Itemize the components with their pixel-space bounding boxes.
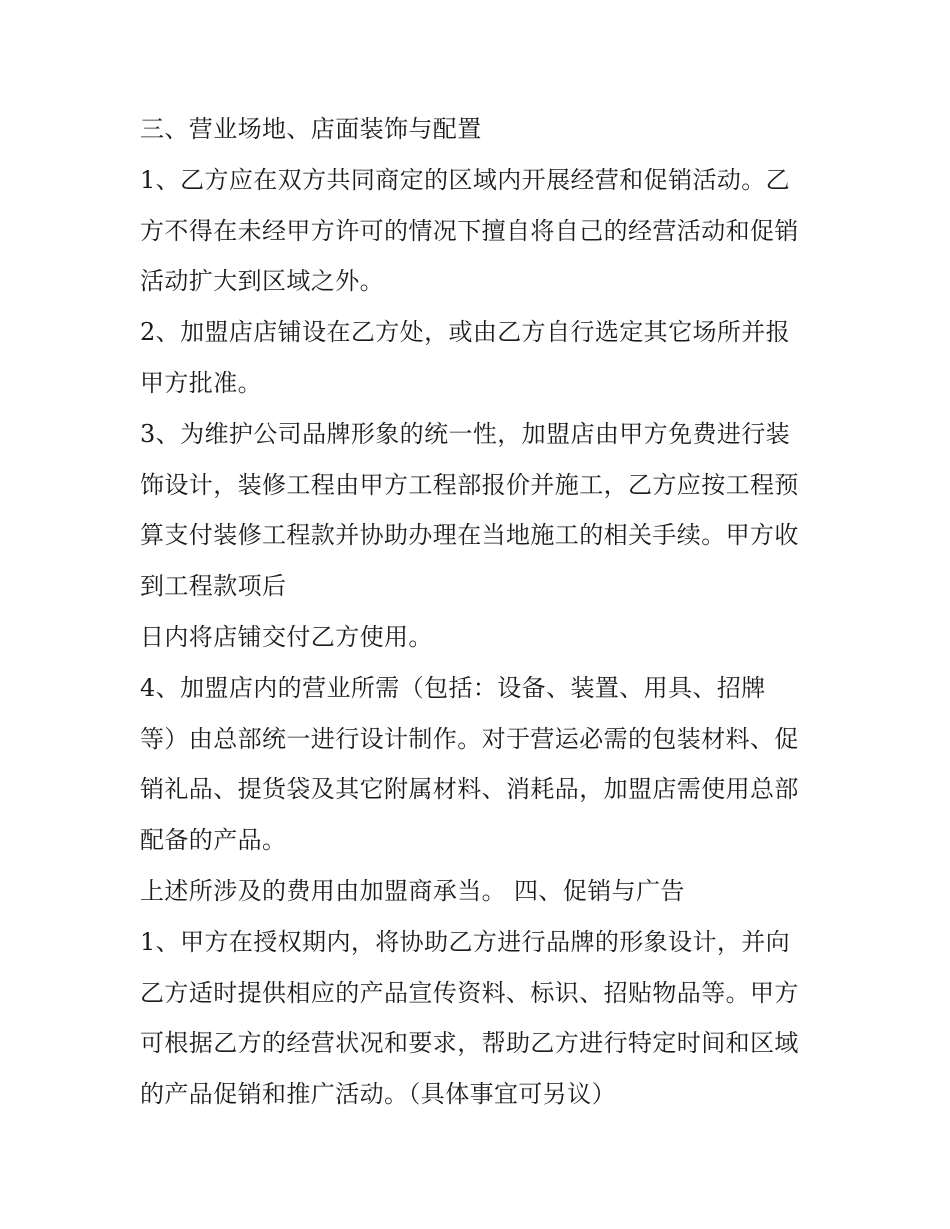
clause-4-line-2: 等）由总部统一进行设计制作。对于营运必需的包装材料、促 (140, 724, 799, 753)
promotion-clause-1-line-3: 可根据乙方的经营状况和要求，帮助乙方进行特定时间和区域 (140, 1029, 799, 1058)
promotion-clause-1-line-2: 乙方适时提供相应的产品宣传资料、标识、招贴物品等。甲方 (140, 978, 799, 1007)
document-body (140, 104, 820, 1120)
clause-2-line-2: 甲方批准。 (140, 368, 262, 397)
clause-3-line-5: 日内将店铺交付乙方使用。 (140, 622, 433, 651)
clause-1-line-3: 活动扩大到区域之外。 (140, 267, 384, 296)
costs-and-section-heading-promotion: 上述所涉及的费用由加盟商承当。 四、促销与广告 (140, 876, 685, 905)
section-heading-venue: 三、营业场地、店面装饰与配置 (140, 115, 482, 143)
clause-1-line-2: 方不得在未经甲方许可的情况下擅自将自己的经营活动和促销 (140, 216, 799, 245)
clause-4-line-3: 销礼品、提货袋及其它附属材料、消耗品，加盟店需使用总部 (140, 775, 799, 804)
promotion-clause-1-line-1: 1、甲方在授权期内，将协助乙方进行品牌的形象设计，并向 (140, 927, 791, 956)
clause-4-line-4: 配备的产品。 (140, 826, 287, 855)
clause-2-line-1: 2、加盟店店铺设在乙方处，或由乙方自行选定其它场所并报 (140, 318, 791, 347)
clause-1-line-1: 1、乙方应在双方共同商定的区域内开展经营和促销活动。乙 (140, 165, 791, 194)
clause-4-line-1: 4、加盟店内的营业所需（包括：设备、装置、用具、招牌 (140, 673, 766, 702)
clause-3-line-3: 算支付装修工程款并协助办理在当地施工的相关手续。甲方收 (140, 521, 799, 550)
clause-3-line-4: 到工程款项后 (140, 572, 287, 601)
clause-3-line-1: 3、为维护公司品牌形象的统一性，加盟店由甲方免费进行装 (140, 419, 791, 448)
promotion-clause-1-line-4: 的产品促销和推广活动。（具体事宜可另议） (140, 1080, 616, 1109)
clause-3-line-2: 饰设计，装修工程由甲方工程部报价并施工，乙方应按工程预 (140, 470, 799, 499)
